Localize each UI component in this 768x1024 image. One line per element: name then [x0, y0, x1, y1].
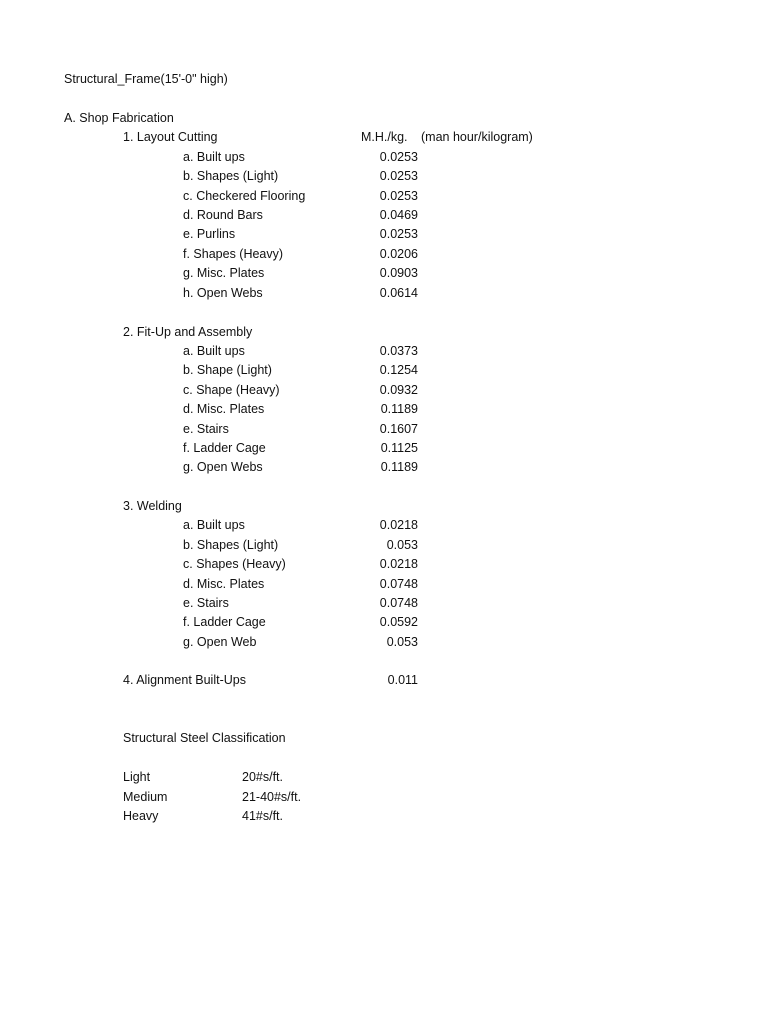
list-item-label: a. Built ups [183, 150, 245, 164]
list-item-label: g. Open Web [183, 635, 257, 649]
list-item-value: 0.0253 [379, 150, 418, 164]
classification-row-value: 21-40#s/ft. [242, 790, 302, 804]
column-header-unit: M.H./kg. [361, 130, 408, 144]
list-item-value: 0.1189 [380, 402, 418, 416]
list-item-label: e. Purlins [183, 227, 236, 241]
list-item-label: c. Shapes (Heavy) [183, 557, 286, 571]
list-item-label: b. Shapes (Light) [183, 169, 279, 183]
classification-row-value: 41#s/ft. [242, 809, 283, 823]
list-item-label: h. Open Webs [183, 286, 263, 300]
list-item-value: 0.0903 [379, 266, 418, 280]
list-item-label: c. Shape (Heavy) [183, 383, 280, 397]
list-item-label: e. Stairs [183, 596, 229, 610]
classification-row-label: Heavy [123, 809, 159, 823]
list-item-value: 0.053 [386, 538, 418, 552]
list-item-value: 0.053 [386, 635, 418, 649]
classification-row-value: 20#s/ft. [242, 770, 283, 784]
list-item-value: 0.1254 [379, 363, 418, 377]
list-item-value: 0.0253 [379, 169, 418, 183]
alignment-built-ups-value: 0.011 [387, 673, 418, 687]
group-heading-welding: 3. Welding [123, 499, 182, 513]
list-item-value: 0.0218 [379, 518, 418, 532]
group-heading-alignment-built-ups: 4. Alignment Built-Ups [123, 673, 246, 687]
list-item-value: 0.1607 [379, 422, 418, 436]
list-item-value: 0.0218 [379, 557, 418, 571]
classification-row-label: Light [123, 770, 151, 784]
group-heading-layout-cutting: 1. Layout Cutting [123, 130, 218, 144]
list-item-label: d. Misc. Plates [183, 402, 265, 416]
list-item-value: 0.1189 [380, 460, 418, 474]
list-item-label: g. Open Webs [183, 460, 263, 474]
list-item-label: d. Misc. Plates [183, 577, 265, 591]
list-item-value: 0.0206 [379, 247, 418, 261]
list-item-value: 0.0373 [379, 344, 418, 358]
list-item-value: 0.0469 [379, 208, 418, 222]
list-item-label: f. Shapes (Heavy) [183, 247, 284, 261]
list-item-value: 0.0253 [379, 189, 418, 203]
list-item-value: 0.0748 [379, 596, 418, 610]
list-item-label: d. Round Bars [183, 208, 263, 222]
list-item-label: f. Ladder Cage [183, 441, 266, 455]
list-item-label: b. Shape (Light) [183, 363, 272, 377]
list-item-label: f. Ladder Cage [183, 615, 266, 629]
list-item-value: 0.0253 [379, 227, 418, 241]
list-item-value: 0.1125 [380, 441, 418, 455]
column-header-unit-desc: (man hour/kilogram) [421, 130, 533, 144]
list-item-value: 0.0592 [379, 615, 418, 629]
list-item-label: c. Checkered Flooring [183, 189, 306, 203]
classification-title: Structural Steel Classification [123, 731, 286, 745]
document-title: Structural_Frame(15'-0" high) [64, 72, 228, 86]
list-item-value: 0.0932 [379, 383, 418, 397]
list-item-label: e. Stairs [183, 422, 229, 436]
classification-row-label: Medium [123, 790, 168, 804]
list-item-label: a. Built ups [183, 518, 245, 532]
list-item-value: 0.0614 [379, 286, 418, 300]
list-item-value: 0.0748 [379, 577, 418, 591]
section-heading: A. Shop Fabrication [64, 111, 174, 125]
list-item-label: g. Misc. Plates [183, 266, 265, 280]
list-item-label: a. Built ups [183, 344, 245, 358]
group-heading-fit-up-assembly: 2. Fit-Up and Assembly [123, 325, 253, 339]
list-item-label: b. Shapes (Light) [183, 538, 279, 552]
